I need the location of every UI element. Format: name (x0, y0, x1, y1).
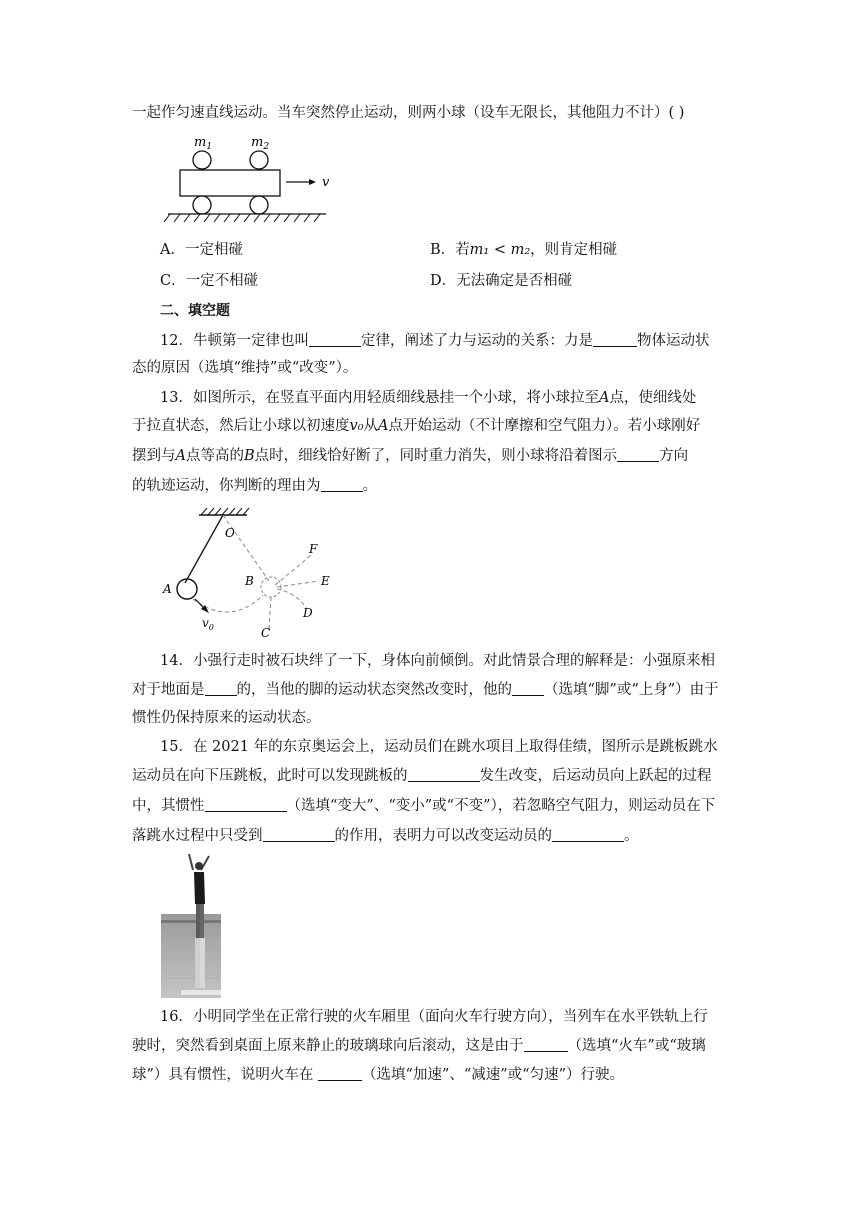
ball-m2 (250, 151, 268, 169)
path-E (277, 581, 319, 587)
q15-line1: 15．在 2021 年的东京奥运会上，运动员们在跳水项目上取得佳绩，图所示是跳板跳水 (160, 739, 718, 755)
label-E: E (321, 574, 330, 588)
q12-line2: 态的原因（选填“维持”或“改变”）。 (132, 360, 358, 376)
q16-blank-1 (524, 1037, 568, 1052)
string-OA (185, 515, 223, 583)
wheel-left (193, 196, 211, 214)
q11-option-d: D．无法确定是否相碰 (430, 273, 573, 289)
q13-line4: 的轨迹运动，你判断的理由为 。 (132, 478, 377, 494)
label-m1: $m_1$ (194, 135, 213, 152)
q13-blank-1 (617, 447, 659, 462)
label-v: v (322, 175, 330, 190)
q12-blank-1 (309, 332, 361, 347)
ball-m1 (193, 151, 211, 169)
q11-stem: 一起作匀速直线运动。当车突然停止运动，则两小球（设车无限长，其他阻力不计）( ) (132, 105, 685, 121)
q15-blank-4 (552, 827, 624, 842)
q14-line1: 14．小强行走时被石块绊了一下，身体向前倾倒。对此情景合理的解释是：小强原来相 (160, 653, 715, 669)
q15-line2: 运动员在向下压跳板，此时可以发现跳板的 发生改变，后运动员向上跃起的过程 (132, 768, 712, 784)
q16-blank-2 (318, 1066, 362, 1081)
label-C: C (261, 626, 271, 640)
wheel-right (250, 196, 268, 214)
q14-line3: 惯性仍保持原来的运动状态。 (132, 710, 321, 726)
q12-line1: 12．牛顿第一定律也叫 定律，阐述了力与运动的关系：力是 物体运动状 (160, 333, 710, 349)
path-C (269, 597, 271, 629)
q15-blank-2 (205, 797, 287, 812)
label-O: O (225, 526, 235, 540)
diver-photo (161, 852, 221, 998)
q16-line3: 球”）具有惯性，说明火车在 （选填“加速”、“减速”或“匀速”）行驶。 (132, 1067, 625, 1083)
q13-line3: 摆到与A点等高的B点时，细线恰好断了，同时重力消失，则小球将沿着图示 方向 (132, 448, 689, 464)
section-fill-blank-heading: 二、填空题 (160, 303, 230, 319)
q13-line1: 13．如图所示，在竖直平面内用轻质细线悬挂一个小球，将小球拉至A点，使细线处 (160, 390, 697, 406)
q15-line4: 落跳水过程中只受到 的作用，表明力可以改变运动员的 。 (132, 828, 639, 844)
string-OB-dashed (223, 515, 269, 581)
q11-cart-figure (160, 132, 340, 224)
q14-line2: 对于地面是 的，当他的脚的运动状态突然改变时，他的 （选填“脚”或“上身”）由于 (132, 682, 719, 698)
q15-line3: 中，其惯性 （选填“变大”、“变小”或“不变”），若忽略空气阻力，则运动员在下 (132, 798, 716, 814)
label-v0: $v_0$ (202, 616, 214, 632)
q14-blank-1 (205, 681, 237, 696)
q11-option-c: C．一定不相碰 (160, 273, 259, 289)
q13-line2: 于拉直状态，然后让小球以初速度v₀从A点开始运动（不计摩擦和空气阻力）。若小球刚好 (132, 418, 701, 434)
q13-pendulum-figure (155, 505, 355, 643)
q16-line2: 驶时，突然看到桌面上原来静止的玻璃球向后滚动，这是由于 （选填“火车”或“玻璃 (132, 1038, 706, 1054)
q15-blank-1 (408, 767, 480, 782)
q11-option-a: A．一定相碰 (160, 242, 243, 258)
label-m2: $m_2$ (251, 135, 270, 152)
q16-line1: 16．小明同学坐在正常行驶的火车厢里（面向火车行驶方向），当列车在水平铁轨上行 (160, 1009, 708, 1025)
q12-blank-2 (593, 332, 637, 347)
label-A: A (163, 582, 172, 596)
q13-blank-2 (321, 477, 363, 492)
q14-blank-2 (512, 681, 544, 696)
label-F: F (309, 542, 318, 556)
label-D: D (303, 606, 313, 620)
q15-blank-3 (263, 827, 335, 842)
ball-A (177, 579, 197, 599)
path-F (275, 555, 311, 585)
cart-body (180, 170, 280, 196)
q11-option-b: B．若m₁ < m₂，则肯定相碰 (430, 242, 618, 258)
label-B: B (245, 574, 254, 588)
